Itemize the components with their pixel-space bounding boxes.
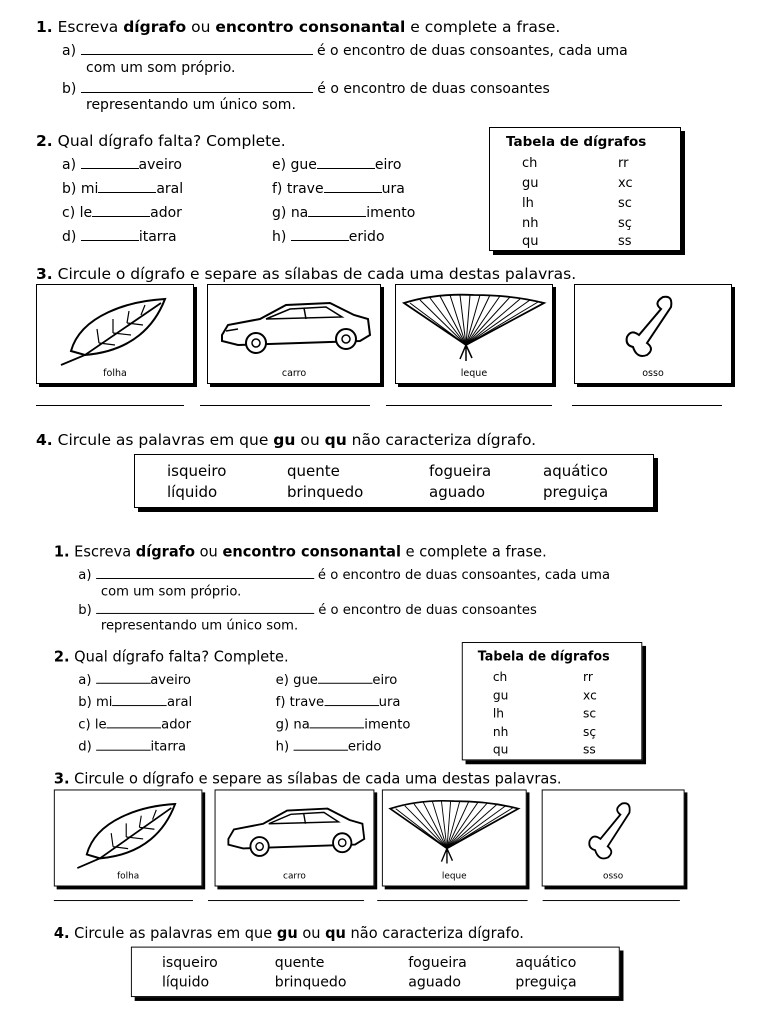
q3-number: 3. <box>53 770 70 788</box>
q2-item-f <box>276 694 401 710</box>
digraph-cell: sc <box>618 196 632 211</box>
q2-c-blank[interactable] <box>92 205 150 217</box>
q2-b-label: b) <box>78 694 92 710</box>
q2-a-post: aveiro <box>138 157 182 173</box>
q1-b-blank[interactable] <box>81 81 313 93</box>
picture-osso <box>542 789 685 886</box>
q2-d-blank[interactable] <box>81 229 139 241</box>
q1-item-a <box>78 567 610 583</box>
q2-item-a <box>62 157 182 173</box>
q1-text-a: Escreva <box>57 18 124 36</box>
q2-e-pre: gue <box>293 672 318 688</box>
answer-line-leque[interactable] <box>377 900 527 901</box>
q2-h-post: erido <box>348 229 385 245</box>
picture-label-leque: leque <box>441 870 467 882</box>
digraph-cell: sç <box>583 725 597 741</box>
q2-heading <box>54 648 289 665</box>
q2-a-label: a) <box>62 157 77 173</box>
q2-d-blank[interactable] <box>96 739 151 751</box>
q2-a-post: aveiro <box>150 672 191 688</box>
q1-a-text-2: com um som próprio. <box>100 583 242 600</box>
word-isqueiro[interactable]: isqueiro <box>167 462 227 480</box>
q2-item-d <box>78 739 186 755</box>
q1-number: 1. <box>36 18 53 36</box>
q2-item-h <box>272 229 385 245</box>
words-box <box>131 947 620 997</box>
q2-e-post: eiro <box>372 672 398 688</box>
q2-d-label: d) <box>62 229 77 245</box>
q2-e-post: eiro <box>374 157 402 173</box>
q1-heading <box>36 18 560 36</box>
q2-h-blank[interactable] <box>291 229 349 241</box>
q4-number: 4. <box>53 924 70 942</box>
word-brinquedo[interactable]: brinquedo <box>274 972 347 991</box>
q2-b-pre: mi <box>95 694 113 710</box>
picture-label-osso: osso <box>603 870 624 882</box>
q1-a-text-2: com um som próprio. <box>86 60 236 76</box>
q2-item-c <box>78 717 191 733</box>
q1-b-text-2: representando um único som. <box>86 97 296 113</box>
word-aguado[interactable]: aguado <box>429 483 486 501</box>
q2-item-e <box>272 157 401 173</box>
answer-line-carro[interactable] <box>208 900 364 901</box>
q2-e-blank[interactable] <box>318 672 373 684</box>
q2-a-blank[interactable] <box>96 672 151 684</box>
picture-label-folha: folha <box>116 870 140 882</box>
q1-bold-encontro: encontro consonantal <box>222 543 402 561</box>
q1-number: 1. <box>53 543 70 561</box>
q4-bold-gu: gu <box>273 431 296 449</box>
q3-heading <box>54 770 562 787</box>
digraph-cell: gu <box>492 688 509 704</box>
q2-d-label: d) <box>78 739 92 755</box>
q2-item-a <box>78 672 191 688</box>
q2-g-label: g) <box>275 716 290 733</box>
digraph-cell: sc <box>583 707 597 722</box>
picture-osso <box>574 284 732 384</box>
q3-heading <box>36 265 576 283</box>
q1-b-text-2: representando um único som. <box>100 617 299 634</box>
q1-a-blank[interactable] <box>81 43 313 55</box>
q2-d-post: itarra <box>138 229 177 245</box>
q2-a-label: a) <box>78 672 92 688</box>
word-liquido[interactable]: líquido <box>167 483 218 501</box>
answer-line-folha[interactable] <box>36 405 184 406</box>
digraph-cell: xc <box>583 688 597 704</box>
q2-f-label: f) <box>275 694 286 710</box>
q2-c-post: ador <box>150 205 182 221</box>
picture-carro <box>215 789 375 886</box>
q1-a-text-1: é o encontro de duas consoantes, cada uma <box>317 567 611 583</box>
q2-g-post: imento <box>366 205 416 221</box>
q1-text-b: ou <box>186 18 216 36</box>
picture-label-carro: carro <box>281 368 307 379</box>
q2-f-blank[interactable] <box>324 694 379 706</box>
q4-heading <box>36 431 536 449</box>
q2-b-label: b) <box>62 181 77 197</box>
picture-folha <box>54 789 203 886</box>
digraph-cell: lh <box>492 707 504 722</box>
digraph-cell: ch <box>492 670 508 685</box>
picture-folha <box>36 284 194 384</box>
picture-label-osso: osso <box>642 368 664 379</box>
word-quente[interactable]: quente <box>287 462 340 480</box>
q2-e-label: e) <box>275 672 289 688</box>
q4-text-a: Circule as palavras em que <box>57 431 274 449</box>
q2-f-post: ura <box>381 181 405 197</box>
q2-g-pre: na <box>293 716 310 733</box>
q2-e-label: e) <box>272 157 287 173</box>
q2-c-pre: le <box>94 716 107 733</box>
q2-item-h <box>276 739 382 755</box>
digraph-cell: qu <box>492 742 509 758</box>
q2-item-b <box>78 694 192 710</box>
word-quente[interactable]: quente <box>274 953 325 971</box>
answer-line-leque[interactable] <box>386 405 552 406</box>
q2-b-blank[interactable] <box>112 694 167 706</box>
word-preguica[interactable]: preguiça <box>515 972 577 991</box>
digraph-cell: ss <box>583 742 596 758</box>
q1-bold-digrafo: dígrafo <box>123 18 187 36</box>
q1-heading <box>54 543 547 560</box>
q2-c-blank[interactable] <box>107 717 162 729</box>
q4-text-c: não caracteriza dígrafo. <box>346 431 537 449</box>
q1-text-a: Escreva <box>74 543 136 561</box>
q2-d-post: itarra <box>150 739 187 755</box>
q2-e-pre: gue <box>290 157 317 173</box>
q4-bold-qu: qu <box>325 924 346 942</box>
q2-b-post: aral <box>166 694 193 710</box>
q1-b-label: b) <box>78 602 92 618</box>
digraph-cell: xc <box>618 176 633 191</box>
answer-line-folha[interactable] <box>54 900 193 901</box>
q2-c-post: ador <box>161 716 192 733</box>
picture-label-leque: leque <box>460 368 488 379</box>
digraph-cell: nh <box>522 216 539 231</box>
word-fogueira[interactable]: fogueira <box>429 462 492 480</box>
q2-b-post: aral <box>156 181 184 197</box>
q2-h-label: h) <box>275 739 290 755</box>
answer-line-osso[interactable] <box>543 900 680 901</box>
q2-c-label: c) <box>62 205 76 221</box>
q2-f-label: f) <box>272 181 283 197</box>
q2-g-pre: na <box>290 205 309 221</box>
q2-f-blank[interactable] <box>324 181 382 193</box>
worksheet-copy-bottom <box>0 508 768 1020</box>
q2-item-g <box>276 717 411 733</box>
q4-text-b: ou <box>295 431 325 449</box>
digraph-table <box>489 127 681 251</box>
picture-leque <box>395 284 553 384</box>
q2-e-blank[interactable] <box>317 157 375 169</box>
q2-g-label: g) <box>272 205 287 221</box>
word-aquatico[interactable]: aquático <box>515 953 577 971</box>
digraph-cell: lh <box>522 196 534 211</box>
q4-bold-qu: qu <box>324 431 347 449</box>
digraph-table-title: Tabela de dígrafos <box>506 134 647 150</box>
q1-bold-digrafo: dígrafo <box>135 543 196 561</box>
q4-text-c: não caracteriza dígrafo. <box>345 924 524 942</box>
q1-b-label: b) <box>62 81 77 97</box>
q4-text-a: Circule as palavras em que <box>74 924 277 942</box>
word-fogueira[interactable]: fogueira <box>408 953 467 971</box>
q1-a-label: a) <box>78 567 92 583</box>
q4-text-b: ou <box>297 924 326 942</box>
word-brinquedo[interactable]: brinquedo <box>287 483 364 501</box>
q1-text-c: e complete a frase. <box>401 543 547 561</box>
q1-a-blank[interactable] <box>96 567 314 579</box>
digraph-cell: nh <box>492 725 509 741</box>
q2-text: Qual dígrafo falta? Complete. <box>57 132 286 150</box>
q2-c-pre: le <box>79 205 93 221</box>
picture-leque <box>382 789 527 886</box>
words-box <box>134 454 654 508</box>
q2-item-d <box>62 229 177 245</box>
q1-a-text-1: é o encontro de duas consoantes, cada uma <box>316 43 628 59</box>
q1-b-text-1: é o encontro de duas consoantes <box>317 81 550 97</box>
q2-heading <box>36 132 286 150</box>
q2-h-post: erido <box>347 739 382 755</box>
q1-bold-encontro: encontro consonantal <box>215 18 406 36</box>
q3-text: Circule o dígrafo e separe as sílabas de cada uma destas palavras. <box>74 770 562 788</box>
q4-heading <box>54 924 524 941</box>
digraph-cell: qu <box>522 234 539 249</box>
q4-bold-gu: gu <box>276 924 298 942</box>
q2-number: 2. <box>53 647 70 666</box>
q2-item-f <box>272 181 405 197</box>
q1-b-blank[interactable] <box>96 602 314 614</box>
picture-carro <box>207 284 381 384</box>
q2-g-blank[interactable] <box>310 717 365 729</box>
q4-number: 4. <box>36 431 53 449</box>
q2-b-blank[interactable] <box>98 181 156 193</box>
picture-label-folha: folha <box>103 368 127 379</box>
q1-text-b: ou <box>195 543 223 561</box>
q3-text: Circule o dígrafo e separe as sílabas de cada uma destas palavras. <box>57 265 577 283</box>
q2-item-g <box>272 205 415 221</box>
word-aquatico[interactable]: aquático <box>543 462 608 480</box>
q2-number: 2. <box>36 132 53 150</box>
q2-h-label: h) <box>272 229 287 245</box>
q2-c-label: c) <box>78 716 91 733</box>
q2-item-e <box>276 672 398 688</box>
q2-b-pre: mi <box>80 181 99 197</box>
q2-f-pre: trave <box>286 181 324 197</box>
q1-item-a <box>62 43 628 59</box>
q2-g-blank[interactable] <box>308 205 366 217</box>
q2-item-b <box>62 181 183 197</box>
word-aguado[interactable]: aguado <box>408 972 461 991</box>
digraph-cell: ss <box>618 234 632 249</box>
q1-a-label: a) <box>62 43 77 59</box>
q2-f-pre: trave <box>289 694 325 710</box>
digraph-table-title: Tabela de dígrafos <box>477 648 610 665</box>
q1-text-c: e complete a frase. <box>405 18 561 36</box>
picture-label-carro: carro <box>283 870 306 882</box>
q3-number: 3. <box>36 265 53 283</box>
q2-text: Qual dígrafo falta? Complete. <box>74 647 289 666</box>
digraph-cell: ch <box>522 156 538 171</box>
q2-a-blank[interactable] <box>81 157 139 169</box>
q2-item-c <box>62 205 182 221</box>
q1-b-text-1: é o encontro de duas consoantes <box>318 602 537 618</box>
q1-item-b <box>78 602 537 618</box>
word-preguica[interactable]: preguiça <box>543 483 609 501</box>
word-liquido[interactable]: líquido <box>161 972 210 991</box>
digraph-table <box>462 642 642 760</box>
q1-item-b <box>62 81 550 97</box>
answer-line-carro[interactable] <box>200 405 370 406</box>
q2-h-blank[interactable] <box>293 739 348 751</box>
digraph-cell: rr <box>583 670 593 685</box>
digraph-cell: sç <box>618 216 632 231</box>
digraph-cell: rr <box>618 156 629 171</box>
answer-line-osso[interactable] <box>572 405 722 406</box>
word-isqueiro[interactable]: isqueiro <box>161 953 218 971</box>
q2-g-post: imento <box>364 716 411 733</box>
digraph-cell: gu <box>522 176 539 191</box>
q2-f-post: ura <box>378 694 401 710</box>
